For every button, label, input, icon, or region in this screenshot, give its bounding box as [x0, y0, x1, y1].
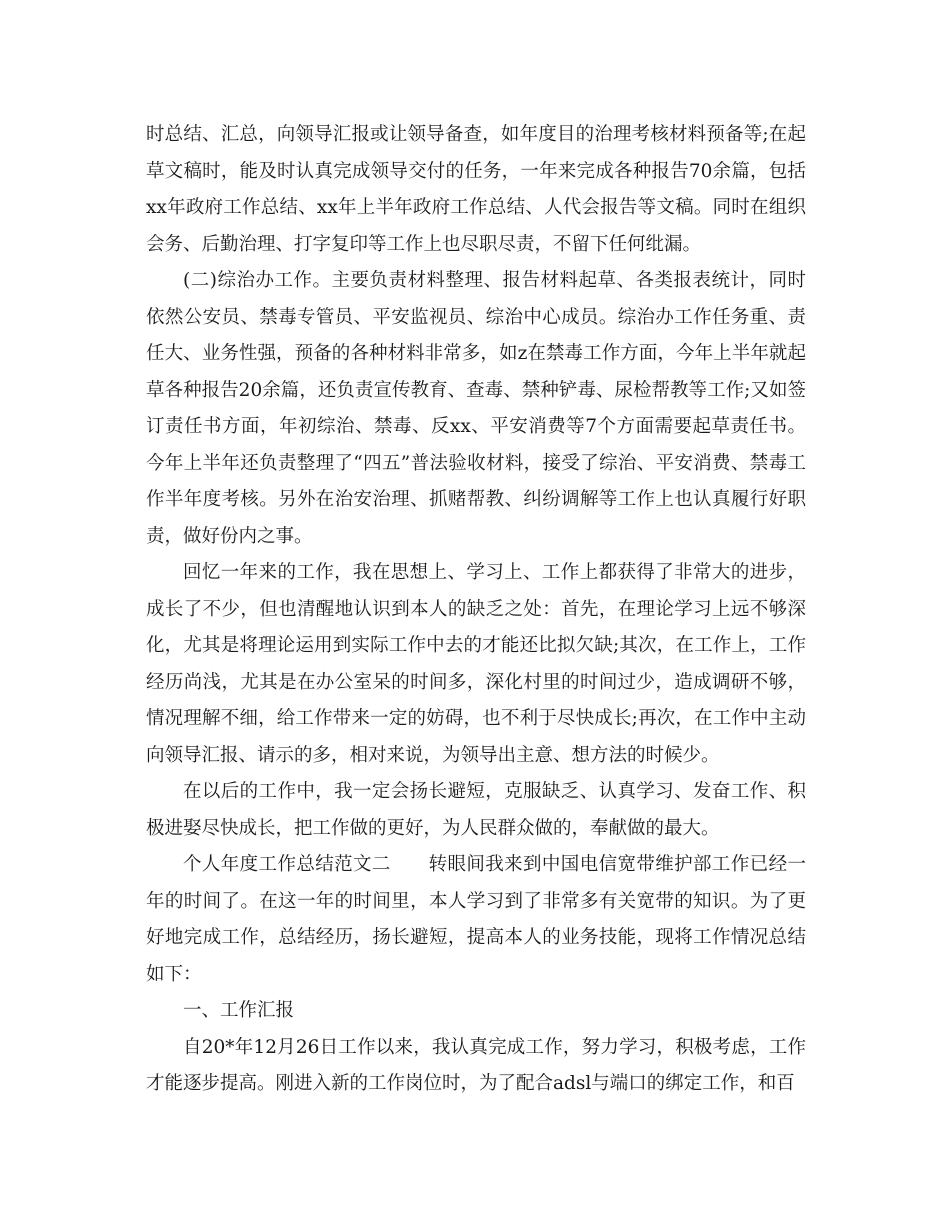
paragraph-4: 在以后的工作中，我一定会扬长避短，克服缺乏、认真学习、发奋工作、积极进娶尽快成长，把工作做的更好，为人民群众做的，奉献做的最大。	[146, 781, 806, 839]
paragraph-1: 时总结、汇总，向领导汇报或让领导备查，如年度目的治理考核材料预备等;在起草文稿时，能及时认真完成领导交付的任务，一年来完成各种报告70余篇，包括xx年政府工作总结、xx年上半年政府工作总结、人代会报告等文稿。同时在组织会务、后勤治理、打字复印等工作上也尽职尽责，不留下任何纰漏。	[146, 124, 806, 255]
paragraph-3: 回忆一年来的工作，我在思想上、学习上、工作上都获得了非常大的进步，成长了不少，但也清醒地认识到本人的缺乏之处：首先，在理论学习上远不够深化，尤其是将理论运用到实际工作中去的才能还比拟欠缺;其次，在工作上，工作经历尚浅，尤其是在办公室呆的时间多，深化村里的时间过少，造成调研不够，情况理解不细，给工作带来一定的妨碍，也不利于尽快成长;再次，在工作中主动向领导汇报、请示的多，相对来说，为领导出主意、想方法的时候少。	[146, 562, 806, 766]
paragraph-5: 个人年度工作总结范文二 转眼间我来到中国电信宽带维护部工作已经一年的时间了。在这一年的时间里，本人学习到了非常多有关宽带的知识。为了更好地完成工作，总结经历，扬长避短，提高本人的业务技能，现将工作情况总结如下：	[146, 854, 806, 985]
document-body	[146, 117, 806, 1103]
paragraph-2: (二)综治办工作。主要负责材料整理、报告材料起草、各类报表统计，同时依然公安员、禁毒专管员、平安监视员、综治中心成员。综治办工作任务重、责任大、业务性强，预备的各种材料非常多，如z在禁毒工作方面，今年上半年就起草各种报告20余篇，还负责宣传教育、查毒、禁种铲毒、尿检帮教等工作;又如签订责任书方面，年初综治、禁毒、反xx、平安消费等7个方面需要起草责任书。今年上半年还负责整理了“四五”普法验收材料，接受了综治、平安消费、禁毒工作半年度考核。另外在治安治理、抓赌帮教、纠纷调解等工作上也认真履行好职责，做好份内之事。	[146, 270, 806, 547]
paragraph-6: 自20*年12月26日工作以来，我认真完成工作，努力学习，积极考虑，工作才能逐步提高。刚进入新的工作岗位时，为了配合adsl与端口的绑定工作，和百	[146, 1036, 806, 1094]
section-heading: 一、工作汇报	[183, 1000, 295, 1021]
